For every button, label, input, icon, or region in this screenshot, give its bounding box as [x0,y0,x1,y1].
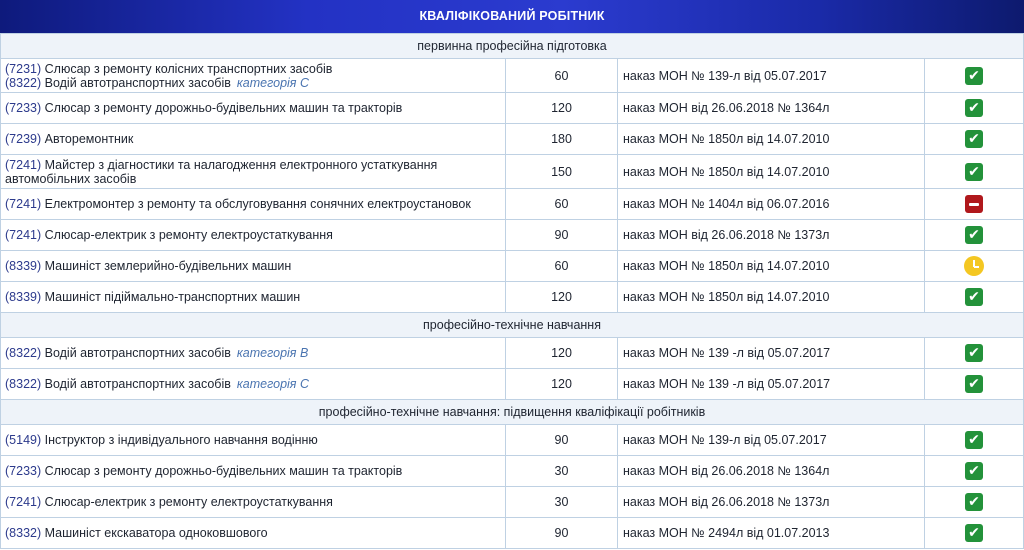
checkmark-icon: ✔ [965,163,983,181]
profession-line [5,464,505,478]
profession-name: Електромонтер з ремонту та обслуговування сонячних електроустановок [44,197,471,211]
table-row [1,59,1024,93]
profession-cell [1,338,506,369]
profession-cell [1,487,506,518]
hours-cell: 60 [506,59,618,93]
order-cell: наказ МОН № 2494л від 01.07.2013 [618,518,925,549]
order-cell: наказ МОН № 139-л від 05.07.2017 [618,425,925,456]
clock-icon [964,256,984,276]
status-cell [925,518,1024,549]
hours-cell: 180 [506,124,618,155]
profession-cell [1,251,506,282]
minus-icon [965,195,983,213]
table-row [1,220,1024,251]
license-category: категорія С [236,75,309,90]
profession-name: Майстер з діагностики та налагодження електронного устаткування [44,157,438,172]
status-cell [925,282,1024,313]
status-cell [925,338,1024,369]
table-row [1,518,1024,549]
hours-cell: 60 [506,189,618,220]
checkmark-icon: ✔ [965,462,983,480]
profession-name: Слюсар з ремонту дорожньо-будівельних машин та тракторів [44,101,403,115]
table-row [1,93,1024,124]
checkmark-icon: ✔ [965,130,983,148]
status-cell [925,124,1024,155]
order-cell: наказ МОН від 26.06.2018 № 1364л [618,93,925,124]
profession-line [5,76,505,90]
profession-cell [1,93,506,124]
profession-line [5,259,505,273]
order-cell: наказ МОН № 1850л від 14.07.2010 [618,124,925,155]
checkmark-icon: ✔ [965,288,983,306]
table-row [1,189,1024,220]
order-cell: наказ МОН № 1850л від 14.07.2010 [618,251,925,282]
hours-cell: 90 [506,425,618,456]
table-row [1,456,1024,487]
profession-name: Слюсар з ремонту дорожньо-будівельних машин та тракторів [44,464,403,478]
order-cell: наказ МОН № 1850л від 14.07.2010 [618,155,925,189]
status-cell [925,369,1024,400]
checkmark-icon: ✔ [965,67,983,85]
section-header-row [1,313,1024,338]
profession-cell [1,220,506,251]
profession-line [5,101,505,115]
order-cell: наказ МОН № 139 -л від 05.07.2017 [618,338,925,369]
status-cell [925,425,1024,456]
profession-name: Слюсар з ремонту колісних транспортних засобів [44,61,333,76]
status-cell [925,93,1024,124]
order-cell: наказ МОН № 1404л від 06.07.2016 [618,189,925,220]
profession-name: Машиніст землерийно-будівельних машин [44,259,292,273]
profession-code: (8322) [5,377,42,391]
profession-line [5,158,505,172]
profession-name: автомобільних засобів [5,171,137,186]
checkmark-icon: ✔ [965,524,983,542]
profession-line [5,172,505,186]
profession-cell [1,425,506,456]
hours-cell: 120 [506,369,618,400]
profession-cell [1,369,506,400]
hours-cell: 90 [506,220,618,251]
profession-cell [1,456,506,487]
profession-code: (7233) [5,101,42,115]
order-cell: наказ МОН № 139-л від 05.07.2017 [618,59,925,93]
profession-name: Авторемонтник [44,132,134,146]
table-row [1,155,1024,189]
profession-name: Водій автотранспортних засобів [44,377,231,391]
profession-name: Водій автотранспортних засобів [44,75,231,90]
order-cell: наказ МОН від 26.06.2018 № 1373л [618,487,925,518]
table-row [1,369,1024,400]
order-cell: наказ МОН від 26.06.2018 № 1364л [618,456,925,487]
profession-line [5,526,505,540]
section-title: первинна професійна підготовка [1,34,1024,59]
hours-cell: 120 [506,282,618,313]
profession-code: (8332) [5,526,42,540]
hours-cell: 30 [506,456,618,487]
profession-line [5,197,505,211]
profession-code: (7231) [5,61,42,76]
order-cell: наказ МОН № 1850л від 14.07.2010 [618,282,925,313]
profession-cell [1,155,506,189]
profession-line [5,228,505,242]
profession-name: Слюсар-електрик з ремонту електроустаткування [44,228,333,242]
profession-code: (7233) [5,464,42,478]
hours-cell: 120 [506,93,618,124]
profession-cell [1,124,506,155]
profession-code: (8339) [5,290,42,304]
section-header-row [1,34,1024,59]
order-cell: наказ МОН від 26.06.2018 № 1373л [618,220,925,251]
profession-line [5,433,505,447]
profession-line [5,290,505,304]
checkmark-icon: ✔ [965,493,983,511]
order-cell: наказ МОН № 139 -л від 05.07.2017 [618,369,925,400]
profession-line [5,132,505,146]
profession-line [5,377,505,391]
profession-code: (5149) [5,433,42,447]
profession-code: (7241) [5,495,42,509]
profession-name: Водій автотранспортних засобів [44,346,231,360]
checkmark-icon: ✔ [965,99,983,117]
checkmark-icon: ✔ [965,344,983,362]
status-cell [925,251,1024,282]
profession-line [5,495,505,509]
section-header-row [1,400,1024,425]
profession-name: Інструктор з індивідуального навчання водінню [44,433,318,447]
profession-code: (8322) [5,346,42,360]
license-category: категорія В [236,346,309,360]
status-cell [925,155,1024,189]
hours-cell: 30 [506,487,618,518]
profession-code: (7239) [5,132,42,146]
profession-code: (8322) [5,75,42,90]
qualifications-table [0,33,1024,549]
status-cell [925,59,1024,93]
status-cell [925,487,1024,518]
status-cell [925,220,1024,251]
profession-line [5,346,505,360]
checkmark-icon: ✔ [965,375,983,393]
profession-code: (7241) [5,228,42,242]
table-row [1,282,1024,313]
profession-name: Машиніст підіймально-транспортних машин [44,290,301,304]
hours-cell: 60 [506,251,618,282]
status-cell [925,456,1024,487]
profession-cell [1,282,506,313]
table-row [1,487,1024,518]
hours-cell: 120 [506,338,618,369]
profession-name: Машиніст екскаватора одноковшового [44,526,268,540]
table-row [1,124,1024,155]
profession-cell [1,518,506,549]
status-cell [925,189,1024,220]
section-title: професійно-технічне навчання [1,313,1024,338]
profession-line [5,62,505,76]
section-title: професійно-технічне навчання: підвищення кваліфікації робітників [1,400,1024,425]
table-row [1,425,1024,456]
checkmark-icon: ✔ [965,431,983,449]
profession-name: Слюсар-електрик з ремонту електроустаткування [44,495,333,509]
profession-cell [1,189,506,220]
table-row [1,251,1024,282]
checkmark-icon: ✔ [965,226,983,244]
table-body [1,34,1024,549]
profession-cell [1,59,506,93]
hours-cell: 150 [506,155,618,189]
profession-code: (7241) [5,197,42,211]
hours-cell: 90 [506,518,618,549]
profession-code: (8339) [5,259,42,273]
license-category: категорія С [236,377,309,391]
table-row [1,338,1024,369]
page-title: КВАЛІФІКОВАНИЙ РОБІТНИК [0,0,1024,33]
profession-code: (7241) [5,157,42,172]
